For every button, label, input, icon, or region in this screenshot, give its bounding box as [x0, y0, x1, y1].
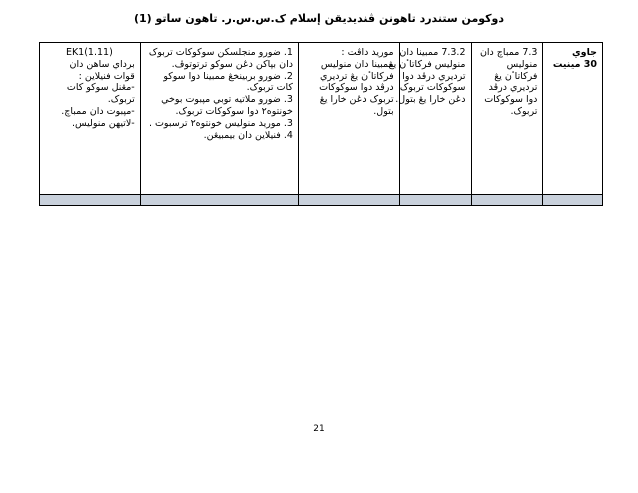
ref-line: دڠن خارا يڠ بتول.: [395, 94, 466, 106]
activity-line: خونتوه٢ دوا سوکوکات تربوک.: [175, 105, 293, 117]
ref-line: سوکوکات تربوک: [399, 82, 466, 94]
ref-line: ترديري درڤد دوا: [402, 70, 466, 82]
task-line: موريد داڤت :: [341, 47, 394, 58]
shaded-separator-row: [40, 195, 603, 206]
note-line: -لاتيهن منوليس.: [71, 117, 135, 129]
page-title: دوکومن ستندرد تاهونن ڤنديديقن إسلام ک.س.س.ر. تاهون ساتو (1): [133, 12, 505, 25]
shaded-cell: [543, 195, 603, 206]
activity-line: 4. فنيلاين دان بيمبيڠن.: [203, 129, 293, 141]
shaded-cell: [40, 195, 141, 206]
shaded-cell: [471, 195, 543, 206]
time-subject: جاوي: [571, 47, 597, 58]
note-line: قوات فنيلاين :: [78, 70, 135, 82]
activity-line: 1. ضورو منجلسکن سوکوکات تربوک: [148, 47, 293, 58]
shaded-cell: [140, 195, 298, 206]
ref-line: منوليس فركاتاٴن يڠ: [388, 58, 466, 70]
activity-line: 3. ضورو ملاتيه توبي مڽبوت بوخي: [161, 94, 293, 106]
note-line: تربوک.: [107, 94, 135, 106]
note-line: برداي ساهن دان: [69, 58, 135, 70]
shaded-cell: [298, 195, 399, 206]
lo-line: تربوک.: [510, 105, 538, 117]
lo-line: دوا سوکوکات: [484, 94, 538, 106]
ref-line: 7.3.2 ممبينا دان: [399, 47, 466, 58]
task-line: فركاتاٴن يڠ ترديري: [319, 70, 394, 82]
cell-standard-reference: [388, 43, 471, 195]
element-code: EK1(1.11): [65, 47, 113, 58]
cell-time: [543, 43, 603, 195]
lo-line: ترديري درڤد: [488, 82, 538, 94]
page-number: 21: [313, 424, 325, 434]
cell-notes: [40, 43, 141, 195]
activity-line: دان بڽاکن دڠن سوکو ترتوتوڤ.: [171, 58, 293, 70]
lo-line: فركاتاٴن يڠ: [494, 70, 538, 82]
lo-line: 7.3 ممباچ دان: [479, 47, 538, 58]
shaded-cell: [399, 195, 471, 206]
activity-line: 3. موريد منوليس خونتوه٢ ترسبوت .: [148, 117, 293, 129]
note-line: -مڽبوت دان ممباچ.: [61, 105, 135, 117]
lo-line: منوليس: [506, 58, 538, 70]
cell-task: [298, 43, 399, 195]
task-line: درڤد دوا سوکوکات: [319, 82, 394, 94]
time-duration: 30 مينيت: [552, 58, 597, 70]
note-line: -مڠنل سوکو کات: [66, 82, 135, 94]
lesson-plan-table: [39, 42, 603, 206]
task-line: ممبينا دان منوليس: [320, 58, 394, 70]
task-line: بتول.: [373, 105, 394, 117]
activity-line: 2. ضورو بربينخڠ ممبينا دوا سوکو: [163, 70, 293, 82]
task-line: تربوک دڠن خارا يڠ: [319, 94, 394, 106]
table-row: [40, 43, 603, 195]
activity-line: کات تربوک.: [246, 82, 293, 94]
cell-activities: [140, 43, 298, 195]
cell-learning-outcome: [471, 43, 543, 195]
